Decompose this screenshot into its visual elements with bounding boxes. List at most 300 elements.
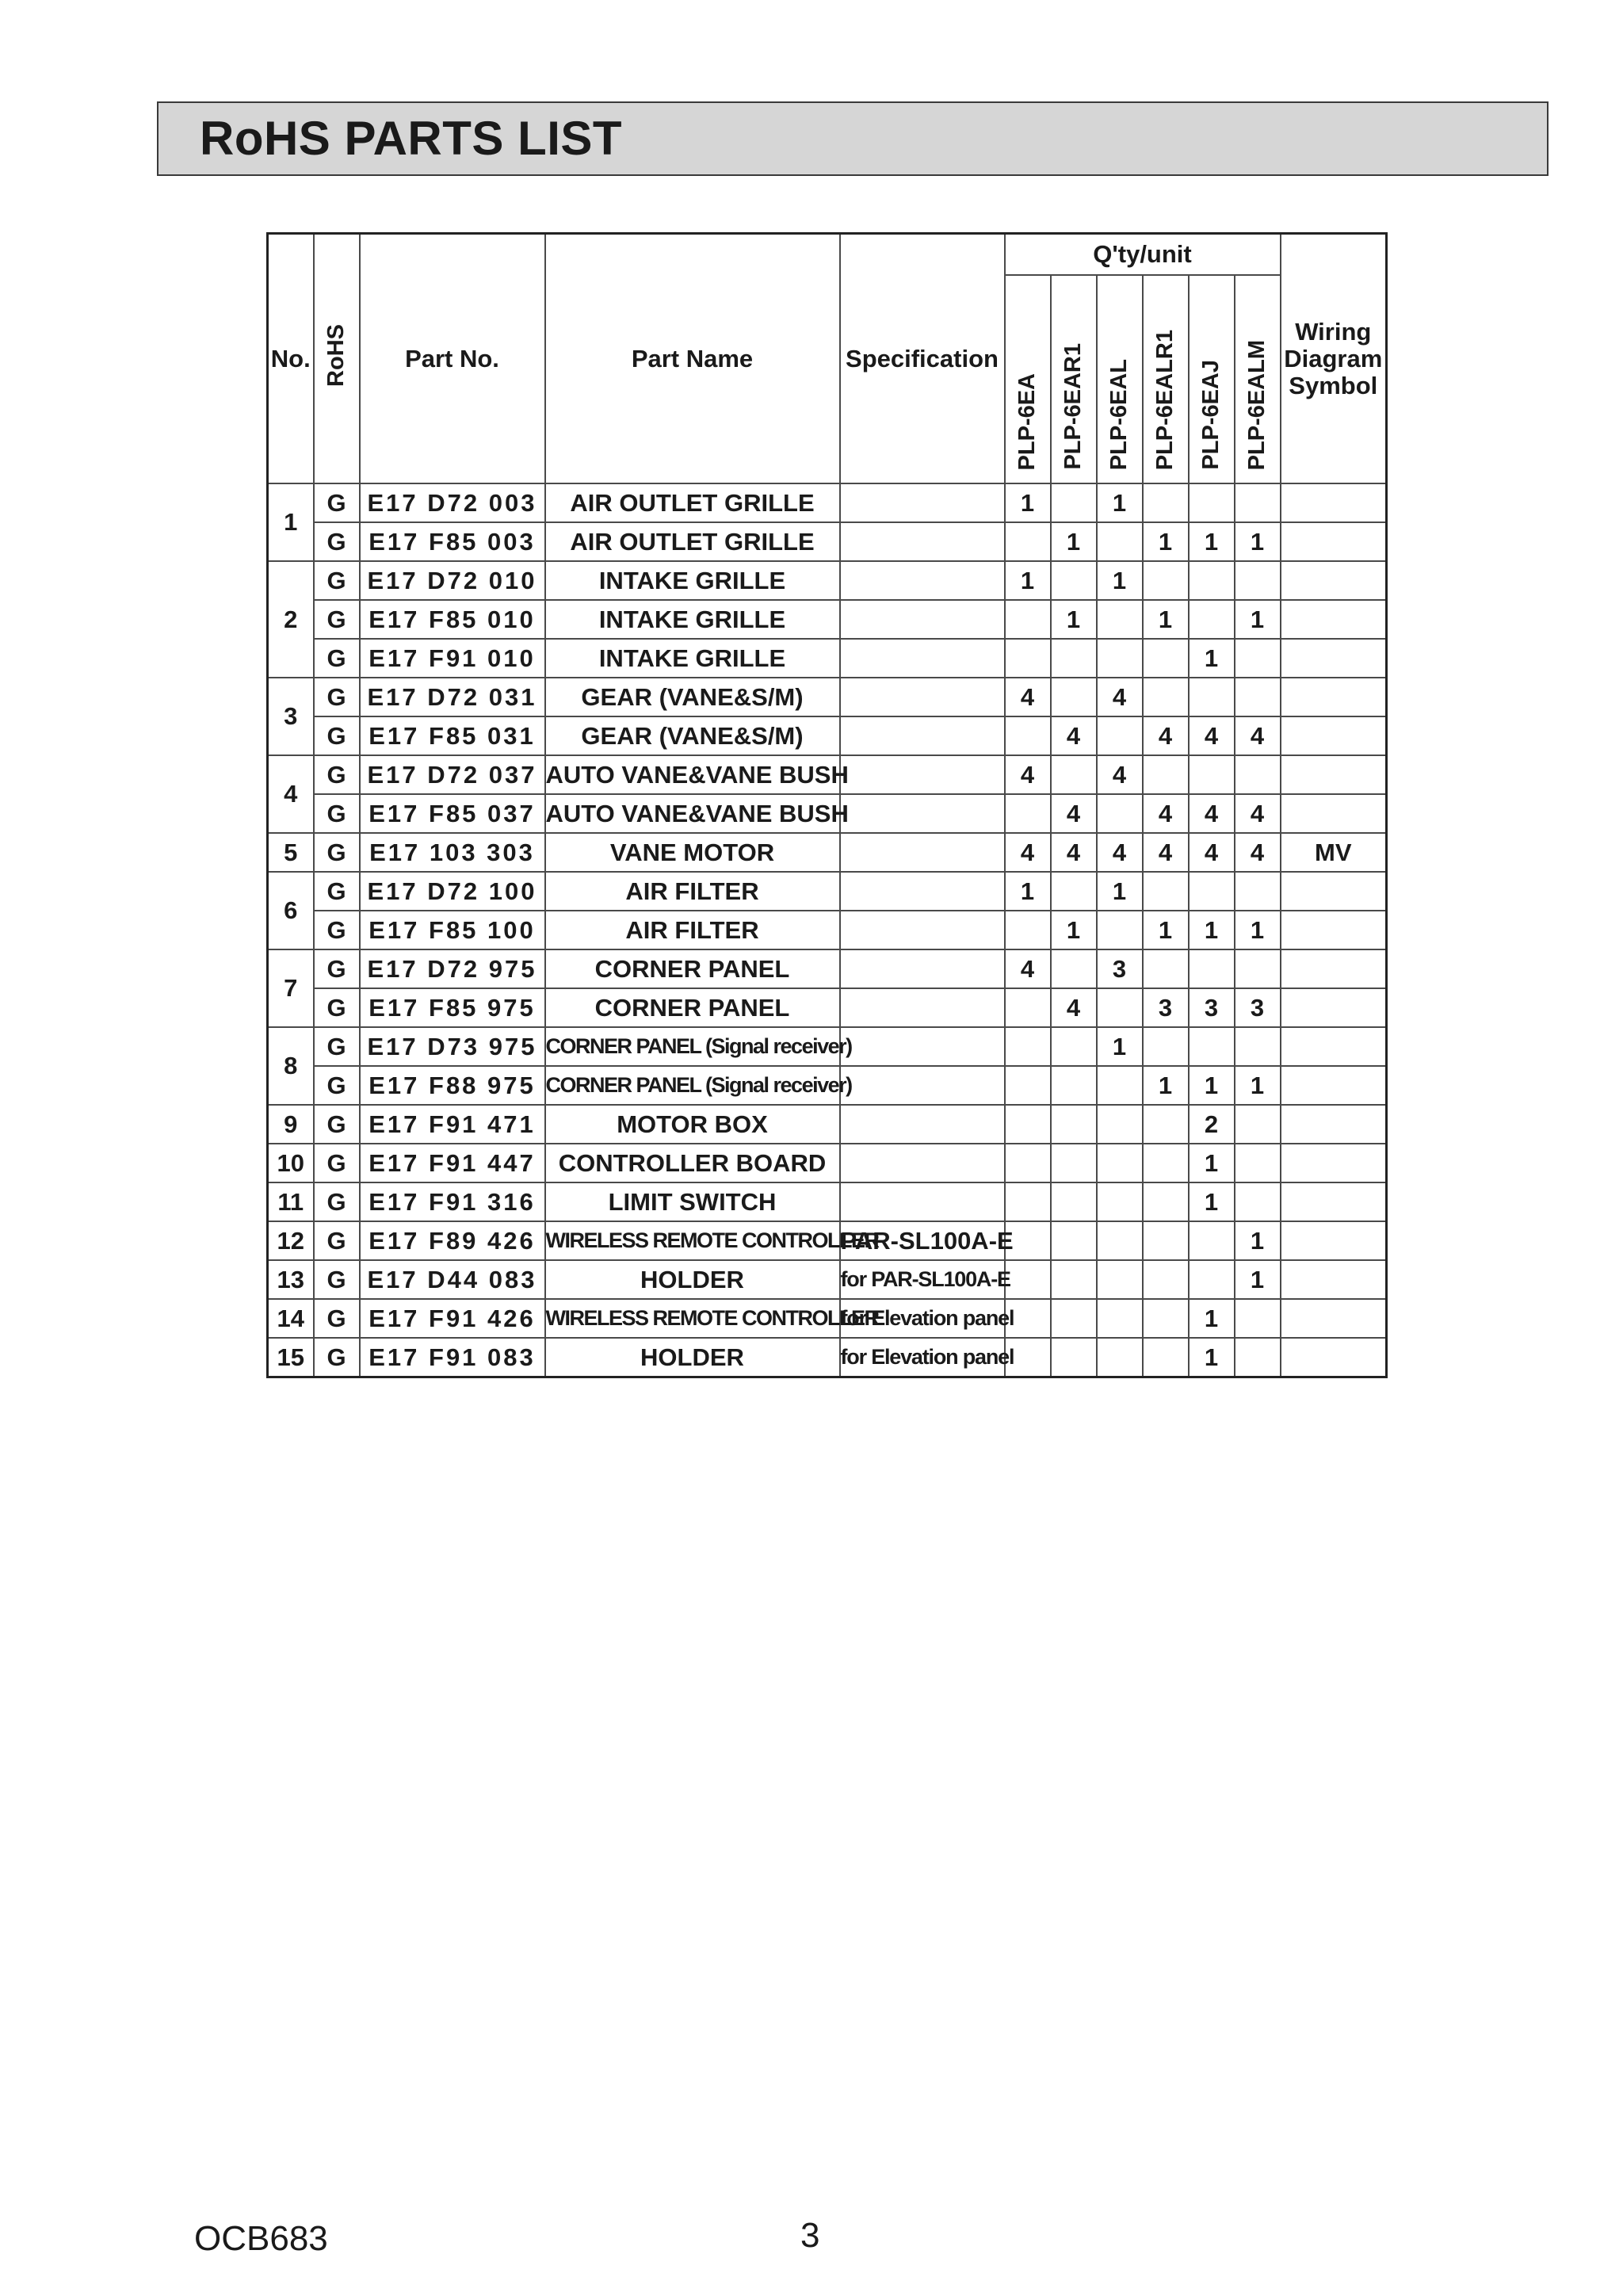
cell-qty [1097, 1066, 1143, 1105]
cell-part-name: CORNER PANEL [545, 988, 840, 1027]
cell-qty [1189, 755, 1235, 794]
cell-part-name: WIRELESS REMOTE CONTROLLER [545, 1221, 840, 1260]
header-model: PLP-6EALM [1235, 275, 1281, 483]
table-row [268, 1182, 1387, 1221]
cell-specification [840, 1182, 1005, 1221]
cell-part-no: E17 103 303 [360, 833, 545, 872]
page-title: RoHS PARTS LIST [200, 112, 623, 165]
cell-qty: 4 [1189, 794, 1235, 833]
cell-no: 12 [268, 1221, 314, 1260]
cell-no: 2 [268, 561, 314, 678]
cell-qty [1005, 1144, 1051, 1182]
header-model: PLP-6EALR1 [1143, 275, 1189, 483]
cell-qty: 3 [1235, 988, 1281, 1027]
cell-qty [1005, 716, 1051, 755]
cell-qty: 1 [1189, 522, 1235, 561]
cell-rohs: G [314, 872, 360, 911]
cell-qty [1051, 483, 1097, 522]
cell-rohs: G [314, 600, 360, 639]
table-row [268, 716, 1387, 755]
parts-table [266, 232, 1388, 1378]
cell-rohs: G [314, 1066, 360, 1105]
cell-part-name: GEAR (VANE&S/M) [545, 716, 840, 755]
cell-qty: 3 [1097, 949, 1143, 988]
cell-wiring-symbol [1281, 1144, 1387, 1182]
cell-specification [840, 911, 1005, 949]
cell-qty: 1 [1235, 1221, 1281, 1260]
cell-qty [1097, 1144, 1143, 1182]
cell-no: 1 [268, 483, 314, 561]
cell-wiring-symbol [1281, 1260, 1387, 1299]
cell-qty [1189, 561, 1235, 600]
cell-specification [840, 561, 1005, 600]
cell-qty: 1 [1097, 483, 1143, 522]
cell-qty [1097, 522, 1143, 561]
cell-rohs: G [314, 1260, 360, 1299]
header-model: PLP-6EAL [1097, 275, 1143, 483]
cell-wiring-symbol [1281, 949, 1387, 988]
cell-qty [1097, 1260, 1143, 1299]
cell-qty [1143, 1105, 1189, 1144]
cell-qty: 2 [1189, 1105, 1235, 1144]
cell-qty [1051, 678, 1097, 716]
page-number: 3 [800, 2216, 820, 2255]
cell-qty: 4 [1097, 755, 1143, 794]
cell-qty: 4 [1051, 794, 1097, 833]
cell-part-name: AIR FILTER [545, 911, 840, 949]
cell-specification [840, 639, 1005, 678]
cell-part-no: E17 D73 975 [360, 1027, 545, 1066]
cell-qty [1051, 1338, 1097, 1377]
cell-qty: 1 [1189, 911, 1235, 949]
cell-qty [1051, 1105, 1097, 1144]
cell-qty [1051, 872, 1097, 911]
cell-rohs: G [314, 1144, 360, 1182]
cell-qty: 4 [1005, 833, 1051, 872]
cell-wiring-symbol [1281, 988, 1387, 1027]
cell-qty [1051, 639, 1097, 678]
cell-qty [1005, 911, 1051, 949]
cell-qty: 1 [1097, 1027, 1143, 1066]
cell-qty [1143, 1221, 1189, 1260]
table-row [268, 1066, 1387, 1105]
cell-specification [840, 716, 1005, 755]
cell-part-no: E17 F88 975 [360, 1066, 545, 1105]
table-row [268, 561, 1387, 600]
cell-qty [1097, 1105, 1143, 1144]
cell-part-no: E17 D72 100 [360, 872, 545, 911]
cell-specification [840, 1144, 1005, 1182]
cell-qty: 1 [1235, 1066, 1281, 1105]
cell-part-no: E17 F91 083 [360, 1338, 545, 1377]
cell-specification: for PAR-SL100A-E [840, 1260, 1005, 1299]
table-row [268, 911, 1387, 949]
cell-part-no: E17 F85 100 [360, 911, 545, 949]
cell-wiring-symbol [1281, 522, 1387, 561]
cell-qty: 1 [1143, 522, 1189, 561]
cell-part-name: HOLDER [545, 1260, 840, 1299]
cell-qty: 4 [1235, 716, 1281, 755]
cell-part-no: E17 F91 316 [360, 1182, 545, 1221]
cell-qty [1235, 872, 1281, 911]
cell-specification [840, 522, 1005, 561]
cell-rohs: G [314, 911, 360, 949]
cell-qty [1235, 1182, 1281, 1221]
cell-qty [1005, 1260, 1051, 1299]
cell-part-name: VANE MOTOR [545, 833, 840, 872]
cell-part-no: E17 D72 037 [360, 755, 545, 794]
cell-qty: 1 [1189, 639, 1235, 678]
cell-part-no: E17 F89 426 [360, 1221, 545, 1260]
cell-part-name: INTAKE GRILLE [545, 561, 840, 600]
cell-wiring-symbol [1281, 794, 1387, 833]
cell-qty [1097, 1299, 1143, 1338]
cell-qty: 3 [1189, 988, 1235, 1027]
cell-part-name: MOTOR BOX [545, 1105, 840, 1144]
cell-qty [1005, 794, 1051, 833]
cell-qty [1143, 872, 1189, 911]
cell-no: 14 [268, 1299, 314, 1338]
cell-qty [1005, 639, 1051, 678]
cell-qty [1005, 1066, 1051, 1105]
cell-part-name: CORNER PANEL [545, 949, 840, 988]
cell-no: 6 [268, 872, 314, 949]
cell-part-name: GEAR (VANE&S/M) [545, 678, 840, 716]
cell-qty [1189, 1221, 1235, 1260]
header-part-no: Part No. [360, 234, 545, 484]
cell-qty [1189, 872, 1235, 911]
cell-qty [1143, 1338, 1189, 1377]
cell-rohs: G [314, 1299, 360, 1338]
cell-qty [1005, 988, 1051, 1027]
cell-part-no: E17 D72 010 [360, 561, 545, 600]
cell-rohs: G [314, 716, 360, 755]
cell-qty: 1 [1235, 522, 1281, 561]
cell-no: 10 [268, 1144, 314, 1182]
table-row [268, 678, 1387, 716]
cell-part-name: CORNER PANEL (Signal receiver) [545, 1066, 840, 1105]
cell-part-name: AIR OUTLET GRILLE [545, 522, 840, 561]
cell-qty [1143, 755, 1189, 794]
cell-specification: PAR-SL100A-E [840, 1221, 1005, 1260]
table-row [268, 949, 1387, 988]
cell-qty [1143, 678, 1189, 716]
cell-rohs: G [314, 1105, 360, 1144]
cell-qty [1097, 716, 1143, 755]
cell-qty [1005, 1182, 1051, 1221]
header-model: PLP-6EA [1005, 275, 1051, 483]
cell-qty [1189, 678, 1235, 716]
cell-qty [1235, 1105, 1281, 1144]
cell-wiring-symbol [1281, 872, 1387, 911]
cell-rohs: G [314, 833, 360, 872]
table-row [268, 794, 1387, 833]
cell-no: 15 [268, 1338, 314, 1377]
cell-part-no: E17 F85 037 [360, 794, 545, 833]
table-row [268, 1144, 1387, 1182]
table-row [268, 833, 1387, 872]
cell-qty: 4 [1235, 833, 1281, 872]
cell-wiring-symbol [1281, 1299, 1387, 1338]
cell-qty: 1 [1051, 522, 1097, 561]
cell-part-no: E17 D44 083 [360, 1260, 545, 1299]
cell-specification [840, 1105, 1005, 1144]
cell-qty [1143, 483, 1189, 522]
cell-part-no: E17 D72 003 [360, 483, 545, 522]
cell-part-name: CONTROLLER BOARD [545, 1144, 840, 1182]
cell-no: 3 [268, 678, 314, 755]
cell-qty: 1 [1143, 911, 1189, 949]
cell-qty [1097, 1338, 1143, 1377]
cell-part-name: CORNER PANEL (Signal receiver) [545, 1027, 840, 1066]
cell-qty: 1 [1005, 561, 1051, 600]
cell-wiring-symbol [1281, 678, 1387, 716]
header-qty-unit: Q'ty/unit [1005, 234, 1281, 276]
cell-qty: 3 [1143, 988, 1189, 1027]
cell-specification [840, 483, 1005, 522]
cell-part-no: E17 F91 010 [360, 639, 545, 678]
cell-qty [1005, 1027, 1051, 1066]
cell-wiring-symbol [1281, 1338, 1387, 1377]
cell-part-no: E17 F85 010 [360, 600, 545, 639]
cell-qty: 1 [1235, 1260, 1281, 1299]
document-code: OCB683 [194, 2219, 328, 2258]
cell-qty [1051, 1182, 1097, 1221]
header-row-1 [268, 234, 1387, 276]
cell-part-no: E17 F85 003 [360, 522, 545, 561]
cell-rohs: G [314, 755, 360, 794]
cell-specification [840, 1027, 1005, 1066]
cell-qty [1051, 1066, 1097, 1105]
header-no: No. [268, 234, 314, 484]
cell-part-name: INTAKE GRILLE [545, 600, 840, 639]
cell-specification [840, 872, 1005, 911]
cell-specification [840, 600, 1005, 639]
cell-wiring-symbol [1281, 1221, 1387, 1260]
cell-qty [1143, 1299, 1189, 1338]
title-bar [157, 101, 1549, 176]
cell-part-no: E17 D72 975 [360, 949, 545, 988]
cell-rohs: G [314, 949, 360, 988]
cell-qty [1189, 949, 1235, 988]
cell-specification [840, 678, 1005, 716]
cell-rohs: G [314, 639, 360, 678]
cell-specification [840, 949, 1005, 988]
cell-qty: 1 [1235, 911, 1281, 949]
cell-wiring-symbol [1281, 483, 1387, 522]
cell-qty [1235, 1299, 1281, 1338]
cell-qty [1051, 1221, 1097, 1260]
cell-qty: 1 [1051, 911, 1097, 949]
cell-qty: 4 [1051, 833, 1097, 872]
table-row [268, 1260, 1387, 1299]
cell-no: 7 [268, 949, 314, 1027]
cell-qty: 1 [1189, 1299, 1235, 1338]
cell-part-name: WIRELESS REMOTE CONTROLLER [545, 1299, 840, 1338]
cell-qty [1097, 1182, 1143, 1221]
cell-wiring-symbol [1281, 639, 1387, 678]
cell-wiring-symbol [1281, 1066, 1387, 1105]
cell-qty [1235, 1144, 1281, 1182]
cell-qty: 1 [1143, 1066, 1189, 1105]
cell-qty: 1 [1189, 1144, 1235, 1182]
cell-rohs: G [314, 1027, 360, 1066]
cell-qty: 4 [1097, 678, 1143, 716]
cell-qty: 4 [1143, 716, 1189, 755]
cell-qty [1143, 1182, 1189, 1221]
header-model: PLP-6EAR1 [1051, 275, 1097, 483]
header-part-name: Part Name [545, 234, 840, 484]
cell-qty: 4 [1005, 678, 1051, 716]
table-row [268, 1105, 1387, 1144]
cell-qty [1005, 1105, 1051, 1144]
table-row [268, 600, 1387, 639]
cell-part-no: E17 D72 031 [360, 678, 545, 716]
cell-qty [1051, 561, 1097, 600]
cell-rohs: G [314, 678, 360, 716]
cell-qty [1097, 794, 1143, 833]
cell-part-no: E17 F85 031 [360, 716, 545, 755]
cell-qty [1235, 678, 1281, 716]
cell-wiring-symbol [1281, 1182, 1387, 1221]
cell-rohs: G [314, 988, 360, 1027]
cell-no: 4 [268, 755, 314, 833]
cell-no: 13 [268, 1260, 314, 1299]
table-row [268, 872, 1387, 911]
cell-no: 11 [268, 1182, 314, 1221]
cell-qty [1143, 639, 1189, 678]
table-row [268, 1299, 1387, 1338]
header-rohs: RoHS [314, 234, 360, 484]
cell-qty: 1 [1005, 872, 1051, 911]
cell-qty [1143, 949, 1189, 988]
cell-qty [1097, 988, 1143, 1027]
header-model: PLP-6EAJ [1189, 275, 1235, 483]
cell-rohs: G [314, 483, 360, 522]
cell-qty [1235, 755, 1281, 794]
cell-qty [1235, 561, 1281, 600]
cell-qty [1051, 1144, 1097, 1182]
cell-qty [1189, 483, 1235, 522]
cell-wiring-symbol: MV [1281, 833, 1387, 872]
cell-qty: 4 [1051, 716, 1097, 755]
cell-qty: 1 [1097, 872, 1143, 911]
cell-part-name: HOLDER [545, 1338, 840, 1377]
cell-rohs: G [314, 1182, 360, 1221]
cell-qty: 1 [1189, 1182, 1235, 1221]
cell-qty: 1 [1143, 600, 1189, 639]
cell-qty [1097, 1221, 1143, 1260]
cell-qty: 4 [1051, 988, 1097, 1027]
cell-qty [1051, 755, 1097, 794]
cell-qty [1189, 600, 1235, 639]
cell-specification [840, 755, 1005, 794]
cell-wiring-symbol [1281, 600, 1387, 639]
cell-qty [1235, 1338, 1281, 1377]
cell-qty [1005, 600, 1051, 639]
cell-qty [1143, 561, 1189, 600]
cell-wiring-symbol [1281, 561, 1387, 600]
cell-qty [1097, 911, 1143, 949]
cell-wiring-symbol [1281, 1105, 1387, 1144]
cell-part-no: E17 F91 426 [360, 1299, 545, 1338]
table-row [268, 639, 1387, 678]
cell-no: 5 [268, 833, 314, 872]
cell-no: 9 [268, 1105, 314, 1144]
table-row [268, 1338, 1387, 1377]
table-row [268, 483, 1387, 522]
cell-rohs: G [314, 561, 360, 600]
table-row [268, 755, 1387, 794]
cell-rohs: G [314, 522, 360, 561]
cell-wiring-symbol [1281, 755, 1387, 794]
table-header [268, 234, 1387, 484]
cell-qty [1051, 1299, 1097, 1338]
cell-part-no: E17 F91 447 [360, 1144, 545, 1182]
cell-specification [840, 794, 1005, 833]
cell-part-name: AIR FILTER [545, 872, 840, 911]
header-specification: Specification [840, 234, 1005, 484]
cell-specification: for Elevation panel [840, 1299, 1005, 1338]
cell-qty [1189, 1027, 1235, 1066]
cell-wiring-symbol [1281, 716, 1387, 755]
cell-qty: 1 [1097, 561, 1143, 600]
cell-qty: 1 [1005, 483, 1051, 522]
cell-qty [1235, 483, 1281, 522]
cell-qty: 4 [1005, 949, 1051, 988]
cell-wiring-symbol [1281, 911, 1387, 949]
cell-wiring-symbol [1281, 1027, 1387, 1066]
cell-qty [1143, 1144, 1189, 1182]
cell-qty [1143, 1260, 1189, 1299]
cell-qty [1051, 1260, 1097, 1299]
cell-qty: 4 [1235, 794, 1281, 833]
cell-no: 8 [268, 1027, 314, 1105]
cell-qty: 4 [1143, 833, 1189, 872]
cell-qty [1235, 1027, 1281, 1066]
cell-specification [840, 1066, 1005, 1105]
cell-qty: 1 [1189, 1066, 1235, 1105]
table-row [268, 988, 1387, 1027]
table-body [268, 483, 1387, 1377]
cell-qty: 4 [1189, 833, 1235, 872]
header-wiring-diagram-symbol: Wiring Diagram Symbol [1281, 234, 1387, 484]
cell-qty: 4 [1005, 755, 1051, 794]
cell-rohs: G [314, 1221, 360, 1260]
cell-qty [1235, 639, 1281, 678]
cell-part-no: E17 F91 471 [360, 1105, 545, 1144]
cell-part-name: INTAKE GRILLE [545, 639, 840, 678]
cell-qty: 4 [1189, 716, 1235, 755]
cell-qty [1097, 639, 1143, 678]
cell-qty [1143, 1027, 1189, 1066]
cell-qty: 4 [1143, 794, 1189, 833]
cell-rohs: G [314, 1338, 360, 1377]
cell-qty [1097, 600, 1143, 639]
cell-qty: 1 [1189, 1338, 1235, 1377]
cell-qty [1005, 522, 1051, 561]
cell-qty: 1 [1235, 600, 1281, 639]
cell-rohs: G [314, 794, 360, 833]
cell-qty: 4 [1097, 833, 1143, 872]
cell-qty [1051, 1027, 1097, 1066]
cell-qty [1189, 1260, 1235, 1299]
table-row [268, 1027, 1387, 1066]
cell-qty [1235, 949, 1281, 988]
cell-specification: for Elevation panel [840, 1338, 1005, 1377]
cell-qty [1051, 949, 1097, 988]
cell-part-name: AUTO VANE&VANE BUSH [545, 794, 840, 833]
